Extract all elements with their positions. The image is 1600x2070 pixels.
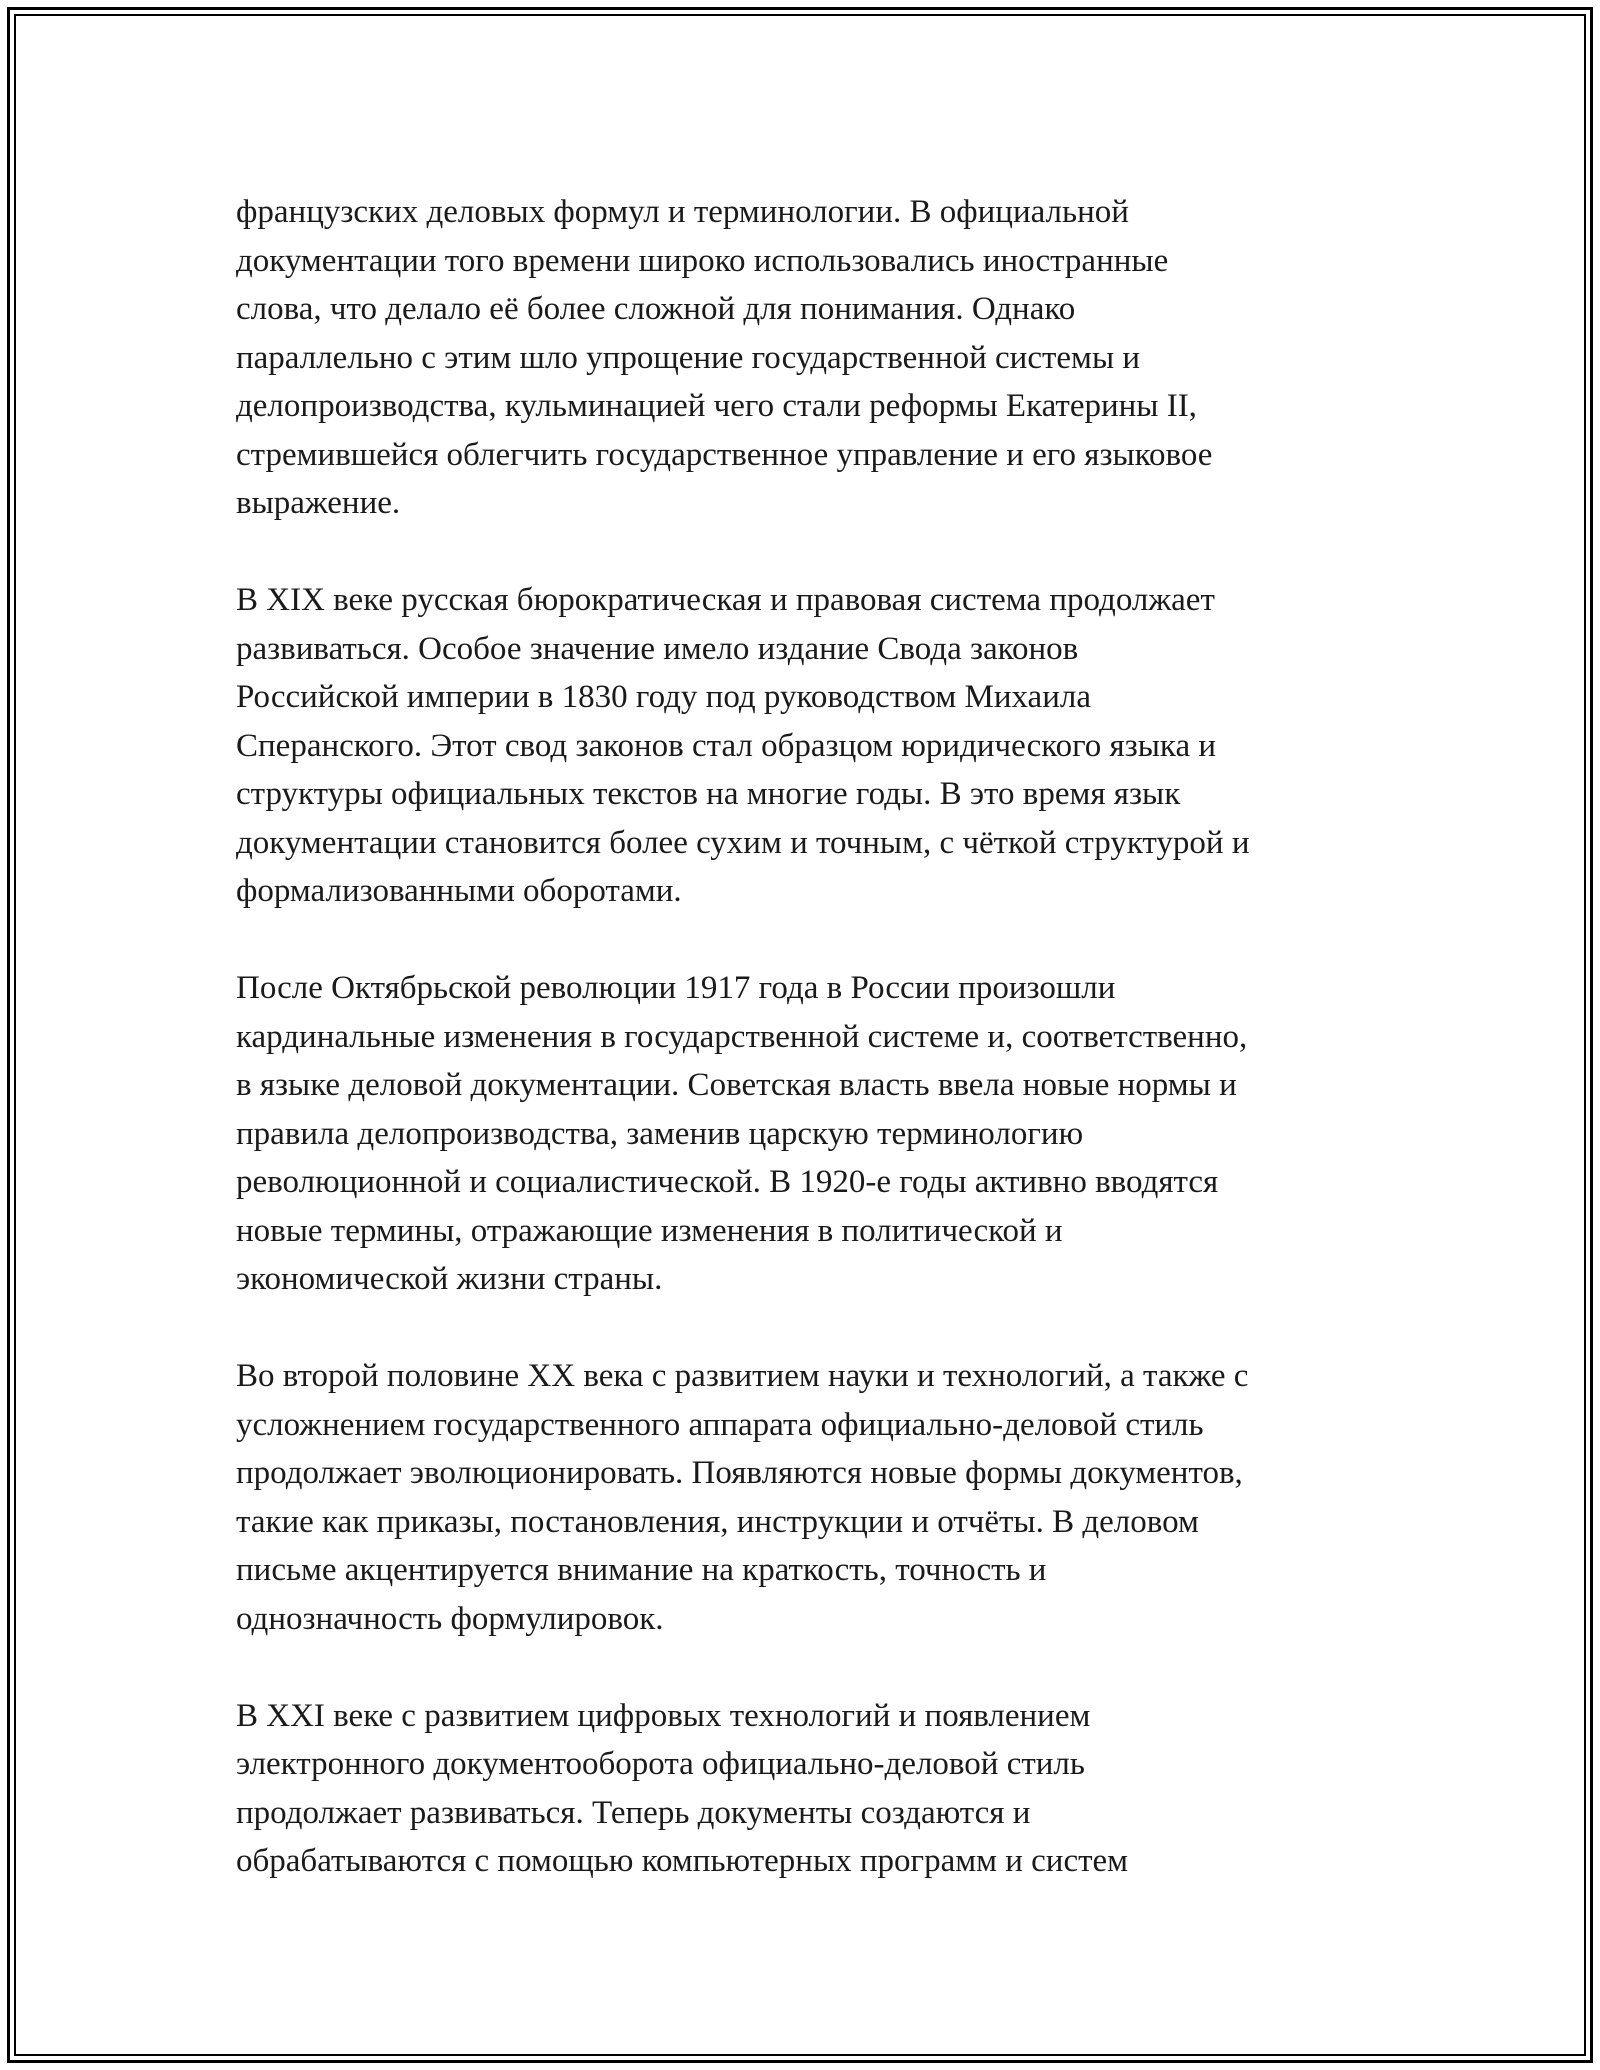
text-line: выражение. [236, 485, 401, 521]
text-line: однозначность формулировок. [236, 1600, 664, 1637]
paragraph-4 [236, 1352, 1396, 1643]
text-line: обрабатываются с помощью компьютерных программ и систем [236, 1843, 1129, 1879]
text-line: продолжает развиваться. Теперь документы создаются и [236, 1794, 1031, 1831]
text-line: Сперанского. Этот свод законов стал образцом юридического языка и [236, 727, 1217, 764]
text-line: слова, что делало её более сложной для понимания. Однако [236, 291, 1076, 327]
text-line: параллельно с этим шло упрощение государственной системы и [236, 339, 1141, 376]
text-line: В XIX веке русская бюрократическая и правовая система продолжает [236, 582, 1215, 618]
text-line: революционной и социалистической. В 1920-е годы активно вводятся [236, 1164, 1219, 1200]
text-line: Во второй половине XX века с развитием науки и технологий, а также с [236, 1358, 1249, 1394]
text-line: электронного документооборота официально-деловой стиль [236, 1746, 1085, 1782]
document-body [236, 188, 1396, 1886]
text-line: структуры официальных текстов на многие годы. В это время язык [236, 776, 1181, 812]
text-line: После Октябрьской революции 1917 года в России произошли [236, 970, 1116, 1006]
text-line: продолжает эволюционировать. Появляются новые формы документов, [236, 1455, 1243, 1491]
text-line: развиваться. Особое значение имело издание Свода законов [236, 630, 1079, 667]
text-line: усложнением государственного аппарата официально-деловой стиль [236, 1406, 1204, 1443]
text-line: кардинальные изменения в государственной системе и, соответственно, [236, 1018, 1248, 1055]
text-line: документации того времени широко использовались иностранные [236, 242, 1169, 279]
text-line: французских деловых формул и терминологии. В официальной [236, 194, 1129, 230]
paragraph-2 [236, 576, 1396, 916]
text-line: письме акцентируется внимание на краткость, точность и [236, 1552, 1047, 1588]
text-line: в языке деловой документации. Советская власть ввела новые нормы и [236, 1067, 1237, 1103]
text-line: стремившейся облегчить государственное управление и его языковое [236, 436, 1213, 473]
text-line: формализованными оборотами. [236, 873, 682, 909]
text-line: новые термины, отражающие изменения в политической и [236, 1212, 1063, 1249]
text-line: такие как приказы, постановления, инструкции и отчёты. В деловом [236, 1503, 1199, 1540]
text-line: делопроизводства, кульминацией чего стали реформы Екатерины II, [236, 388, 1197, 424]
paragraph-1 [236, 188, 1396, 528]
paragraph-3 [236, 964, 1396, 1304]
paragraph-5 [236, 1692, 1396, 1886]
text-line: экономической жизни страны. [236, 1261, 663, 1297]
text-line: В XXI веке с развитием цифровых технологий и появлением [236, 1697, 1091, 1734]
text-line: Российской империи в 1830 году под руководством Михаила [236, 679, 1091, 715]
text-line: правила делопроизводства, заменив царскую терминологию [236, 1115, 1084, 1152]
text-line: документации становится более сухим и точным, с чёткой структурой и [236, 824, 1250, 861]
